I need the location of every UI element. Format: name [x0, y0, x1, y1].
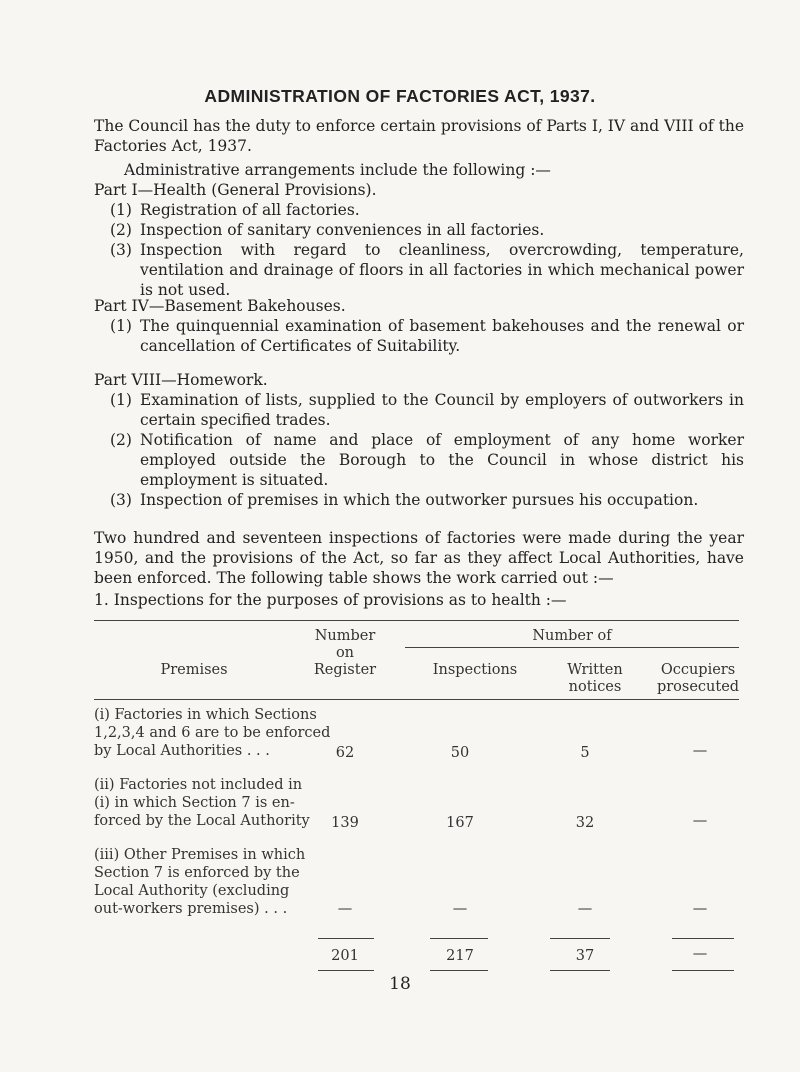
premises-line: (iii) Other Premises in which	[94, 847, 306, 863]
total-rule	[672, 938, 734, 939]
part-heading: Part VIII—Homework.	[94, 371, 268, 389]
cell-prosecuted: —	[692, 743, 708, 759]
cell-register: 62	[335, 745, 355, 761]
cell-inspections: —	[452, 901, 468, 917]
total-written: 37	[575, 948, 595, 964]
premises-line: out-workers premises) . . .	[94, 901, 288, 917]
item-number: (1)	[110, 391, 132, 409]
item-text: Inspection with regard to cleanliness, overcrowding, temperature, ventilation and drainage of floors in all factories in which mechanical power is not used.	[140, 241, 744, 299]
cell-prosecuted: —	[692, 813, 708, 829]
header-number: Number	[314, 628, 376, 644]
premises-line: forced by the Local Authority	[94, 813, 310, 829]
premises-line: Section 7 is enforced by the	[94, 865, 300, 881]
item-number: (2)	[110, 431, 132, 449]
page-number: 18	[389, 974, 411, 994]
item-number: (1)	[110, 317, 132, 335]
cell-written: 32	[575, 815, 595, 831]
premises-line: (i) in which Section 7 is en-	[94, 795, 295, 811]
header-occupiers: Occupiers	[660, 662, 736, 678]
header-inspections: Inspections	[432, 662, 518, 678]
total-rule	[550, 970, 610, 971]
cell-prosecuted: —	[692, 901, 708, 917]
header-premises: Premises	[160, 662, 228, 678]
item-text: The quinquennial examination of basement bakehouses and the renewal or cancellation of Certificates of Suitability.	[140, 317, 744, 355]
header-prosecuted: prosecuted	[656, 679, 740, 695]
header-notices: notices	[568, 679, 622, 695]
premises-line: 1,2,3,4 and 6 are to be enforced	[94, 725, 331, 741]
total-rule	[318, 970, 374, 971]
total-register: 201	[331, 948, 359, 964]
cell-inspections: 50	[450, 745, 470, 761]
item-text: Examination of lists, supplied to the Council by employers of outworkers in certain specified trades.	[140, 391, 744, 429]
item-number: (2)	[110, 221, 132, 239]
header-number-of: Number of	[532, 628, 612, 644]
arrangements-intro: Administrative arrangements include the following :—	[124, 161, 551, 179]
item-text: Inspection of sanitary conveniences in all factories.	[140, 221, 545, 239]
item-number: (1)	[110, 201, 132, 219]
header-group-rule	[405, 647, 739, 648]
item-text: Registration of all factories.	[140, 201, 360, 219]
total-rule	[550, 938, 610, 939]
cell-written: —	[577, 901, 593, 917]
part-heading: Part IV—Basement Bakehouses.	[94, 297, 346, 315]
intro-paragraph: The Council has the duty to enforce certain provisions of Parts I, IV and VIII of the Factories Act, 1937.	[94, 117, 744, 155]
header-on: on	[335, 645, 355, 661]
page-title: ADMINISTRATION OF FACTORIES ACT, 1937.	[204, 86, 596, 106]
total-prosecuted: —	[692, 946, 708, 962]
item-number: (3)	[110, 241, 132, 259]
total-rule	[430, 970, 488, 971]
item-number: (3)	[110, 491, 132, 509]
cell-register: 139	[331, 815, 359, 831]
total-rule	[672, 970, 734, 971]
summary-paragraph: Two hundred and seventeen inspections of factories were made during the year 1950, and the provisions of the Act, so far as they affect Local Authorities, have been enforced. The following table shows the work carried out :—	[94, 529, 744, 587]
premises-line: (ii) Factories not included in	[94, 777, 303, 793]
item-text: Notification of name and place of employment of any home worker employed outside the Borough to the Council in whose district his employment is situated.	[140, 431, 744, 489]
cell-written: 5	[580, 745, 590, 761]
premises-line: Local Authority (excluding	[94, 883, 290, 899]
total-inspections: 217	[446, 948, 474, 964]
header-written: Written	[567, 662, 623, 678]
table-caption: 1. Inspections for the purposes of provisions as to health :—	[94, 591, 567, 609]
table-header-rule	[94, 699, 739, 700]
part-heading: Part I—Health (General Provisions).	[94, 181, 377, 199]
premises-line: by Local Authorities . . .	[94, 743, 270, 759]
table-top-rule	[94, 620, 739, 621]
cell-inspections: 167	[446, 815, 474, 831]
total-rule	[318, 938, 374, 939]
item-text: Inspection of premises in which the outworker pursues his occupation.	[140, 491, 699, 509]
premises-line: (i) Factories in which Sections	[94, 707, 317, 723]
total-rule	[430, 938, 488, 939]
cell-register: —	[337, 901, 353, 917]
header-register: Register	[313, 662, 377, 678]
